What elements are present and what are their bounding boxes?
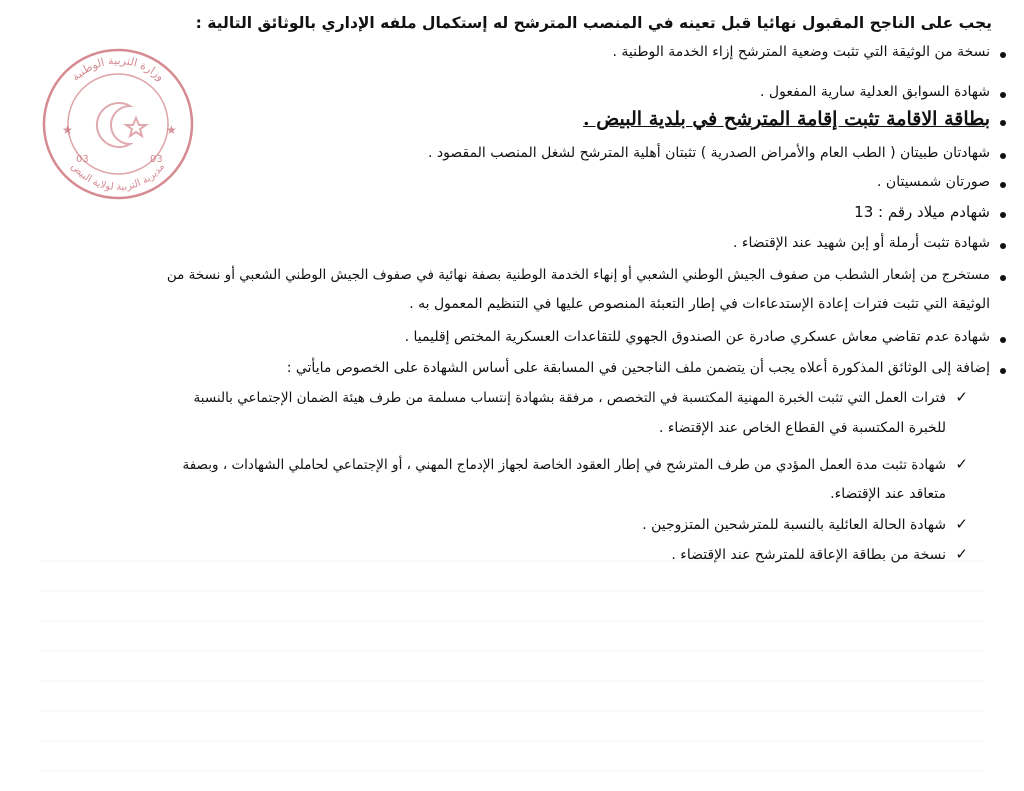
bullet-marker (1000, 92, 1006, 98)
svg-text:★: ★ (166, 123, 177, 137)
stamp-ring-text: وزارة التربية الوطنية (69, 53, 167, 84)
bullet-marker (1000, 337, 1006, 343)
bullet-marker (1000, 368, 1006, 374)
list-item: مستخرج من إشعار الشطب من صفوف الجيش الوطني الشعبي أو إنهاء الخدمة الوطنية بصفة نهائية في صفوف الجيش الوطني الشعبي أو نسخة من (166, 267, 990, 283)
list-item: شهادة عدم تقاضي معاش عسكري صادرة عن الصندوق الجهوي للتقاعدات العسكرية المختص إقليميا . (404, 329, 990, 345)
svg-text:★: ★ (62, 123, 73, 137)
list-item: بطاقة الاقامة تثبت إقامة المترشح في بلدية البيض . (583, 108, 990, 130)
list-item: شهادة تثبت أرملة أو إبن شهيد عند الإقتضاء . (732, 235, 990, 251)
stamp-right-number: 03 (150, 154, 163, 165)
list-item: شهادم ميلاد رقم : 13 (854, 203, 990, 221)
check-item: فترات العمل التي تثبت الخبرة المهنية المكتسبة في التخصص ، مرفقة بشهادة إنتساب مسلمة من طرف هيئة الضمان الإجتماعي بالنسبة (193, 390, 946, 406)
list-item: شهادة السوابق العدلية سارية المفعول . (760, 84, 990, 100)
bullet-marker (1000, 153, 1006, 159)
stamp-left-number: 03 (76, 154, 89, 165)
document-heading: يجب على الناجح المقبول نهائيا قبل تعينه في المنصب المترشح له إستكمال ملفه الإداري بالوثائق التالية : (195, 14, 992, 32)
checkmark-icon: ✓ (955, 515, 968, 533)
bullet-marker (1000, 212, 1006, 218)
list-item: صورتان شمسيتان . (877, 174, 990, 190)
bullet-marker (1000, 120, 1006, 126)
list-item: شهادتان طبيتان ( الطب العام والأمراض الصدرية ) تثبتان أهلية المترشح لشغل المنصب المقصود . (427, 145, 990, 161)
checkmark-icon: ✓ (955, 455, 968, 473)
check-item-continuation: للخبرة المكتسبة في القطاع الخاص عند الإقتضاء . (658, 420, 946, 436)
checkmark-icon: ✓ (955, 545, 968, 563)
bullet-marker (1000, 52, 1006, 58)
bullet-marker (1000, 275, 1006, 281)
list-item-continuation: الوثيقة التي تثبت فترات إعادة الإستدعاءات في إطار التعبئة المنصوص عليها في التنظيم المعمول به . (409, 296, 990, 312)
bullet-marker (1000, 243, 1006, 249)
checkmark-icon: ✓ (955, 388, 968, 406)
bleed-through-text (40, 560, 984, 780)
bullet-marker (1000, 182, 1006, 188)
check-item: شهادة تثبت مدة العمل المؤدي من طرف المترشح في إطار العقود الخاصة لجهاز الإدماج المهني ، أو الإجتماعي لحاملي الشهادات ، وبصفة (182, 457, 946, 473)
list-item: نسخة من الوثيقة التي تثبت وضعية المترشح إزاء الخدمة الوطنية . (612, 44, 990, 60)
check-item: نسخة من بطاقة الإعاقة للمترشح عند الإقتضاء . (671, 547, 946, 563)
list-item: إضافة إلى الوثائق المذكورة أعلاه يجب أن يتضمن ملف الناجحين في المسابقة على أساس الشهادة على الخصوص مايأتي : (286, 360, 990, 376)
official-stamp (38, 44, 198, 204)
check-item: شهادة الحالة العائلية بالنسبة للمترشحين المتزوجين . (642, 517, 946, 533)
stamp-bottom-text: مديرية التربية لولاية البيض (68, 161, 168, 194)
emblem-icon (97, 103, 146, 147)
check-item-continuation: متعاقد عند الإقتضاء. (830, 486, 946, 502)
